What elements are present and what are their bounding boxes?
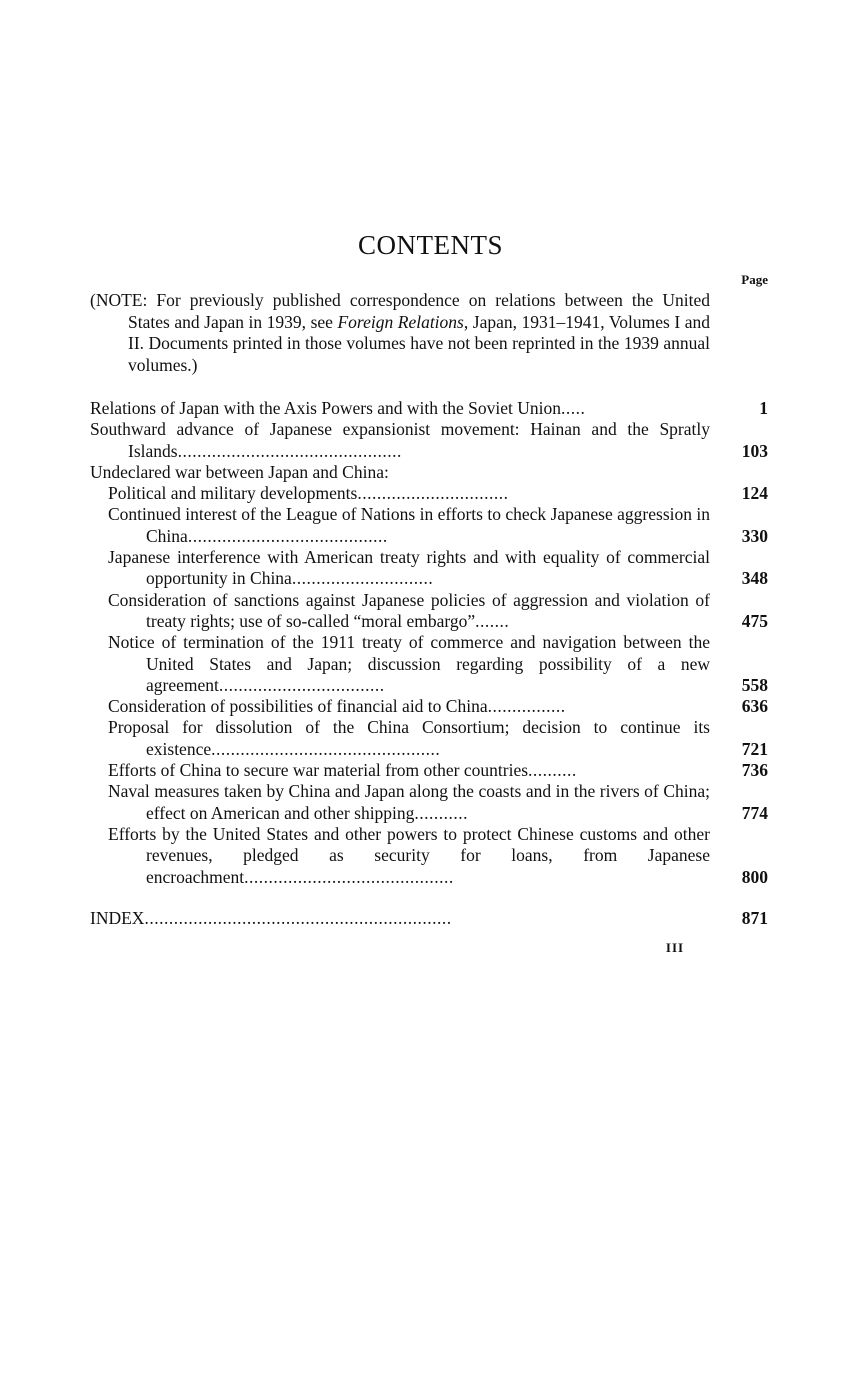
page-title: CONTENTS <box>358 230 503 260</box>
page-column-label: Page <box>741 272 768 287</box>
toc-section-heading-text: Undeclared war between Japan and China: <box>90 461 389 482</box>
toc-subentry[interactable] <box>90 483 768 504</box>
toc-page-number: 1 <box>759 398 768 418</box>
toc-entry[interactable] <box>90 398 768 419</box>
note-paragraph <box>90 290 710 376</box>
toc-entry-title: Consideration of possibilities of financial aid to China <box>108 696 488 717</box>
toc-page-number: 871 <box>741 907 768 928</box>
toc-entry-title: Proposal for dissolution of the China Consortium; decision to continue its existence <box>108 717 710 759</box>
toc-page-number: 348 <box>741 568 768 589</box>
toc-subentry[interactable] <box>90 824 768 888</box>
toc-leader-dots: ......................................... <box>187 525 388 546</box>
toc-entry-title: Relations of Japan with the Axis Powers and with the Soviet Union <box>90 398 561 418</box>
toc-section-heading <box>90 462 768 483</box>
toc-subentry[interactable] <box>90 504 768 547</box>
toc-entry[interactable] <box>90 419 768 462</box>
toc-page-number: 736 <box>741 760 768 781</box>
note-label: OTE <box>108 290 143 310</box>
toc-page-number: 124 <box>741 483 768 504</box>
editorial-note <box>90 290 710 376</box>
note-text-2: , Japan, 1931–1941, Volumes I and II. Documents printed in those volumes have not been reprinted in the 1939 annual volumes.) <box>128 311 710 375</box>
note-text-1: : For previously published correspondence on relations between the United States and Japan in 1939, see <box>128 290 710 332</box>
table-of-contents <box>90 398 768 929</box>
toc-page-number: 330 <box>741 525 768 546</box>
toc-leader-dots: ............................. <box>291 568 434 589</box>
toc-leader-dots: ..... <box>561 398 586 418</box>
toc-entry-title: Naval measures taken by China and Japan along the coasts and in the rivers of China; effect on American and other shipping <box>108 781 710 823</box>
toc-subentry[interactable] <box>90 781 768 824</box>
toc-leader-dots: .................................. <box>218 674 385 695</box>
toc-index-entry[interactable] <box>90 908 768 929</box>
toc-entry-title: Efforts by the United States and other powers to protect Chinese customs and other revenues, pledged as security for loans, from Japanese encroachment <box>108 823 710 887</box>
toc-page-number: 800 <box>741 866 768 887</box>
toc-leader-dots: .......... <box>528 760 577 781</box>
toc-entry-title: Consideration of sanctions against Japanese policies of aggression and violation of treaty rights; use of so-called “moral embargo” <box>108 589 710 631</box>
toc-entry-title: Southward advance of Japanese expansionist movement: Hainan and the Spratly Islands <box>90 419 710 461</box>
toc-leader-dots: ............................................... <box>211 738 441 759</box>
toc-leader-dots: .............................................. <box>177 440 402 461</box>
toc-page-number: 558 <box>741 674 768 695</box>
toc-leader-dots: ................ <box>487 696 566 717</box>
toc-page-number: 774 <box>741 802 768 823</box>
toc-entry-title: Continued interest of the League of Nations in efforts to check Japanese aggression in China <box>108 504 710 546</box>
toc-leader-dots: ............................... <box>357 483 509 504</box>
index-label: NDEX <box>95 907 145 928</box>
toc-subentry[interactable] <box>90 590 768 633</box>
index-initial: I <box>90 907 96 928</box>
toc-page-number: 636 <box>741 696 768 717</box>
toc-leader-dots: ........................................... <box>244 866 454 887</box>
folio-page-number: III <box>665 940 685 955</box>
toc-subentry[interactable] <box>90 547 768 590</box>
toc-leader-dots: ............................................................... <box>144 907 452 928</box>
toc-page-number: 103 <box>741 440 768 461</box>
spacer <box>90 888 768 908</box>
toc-entry-title: Japanese interference with American treaty rights and with equality of commercial opportunity in China <box>108 547 710 589</box>
toc-leader-dots: ....... <box>475 610 510 631</box>
toc-entry-title: Efforts of China to secure war material from other countries <box>108 760 529 781</box>
note-prefix: (N <box>90 290 109 310</box>
toc-subentry[interactable] <box>90 696 768 717</box>
toc-page-number: 475 <box>741 610 768 631</box>
toc-subentry[interactable] <box>90 632 768 696</box>
toc-entry-title: Notice of termination of the 1911 treaty of commerce and navigation between the United States and Japan; discussion regarding possibility of a new agreement <box>108 632 710 695</box>
toc-leader-dots: ........... <box>414 802 469 823</box>
toc-page-number: 721 <box>741 738 768 759</box>
toc-entry-title: Political and military developments <box>108 483 358 504</box>
toc-subentry[interactable] <box>90 717 768 760</box>
note-italic-title: Foreign Relations <box>337 311 464 332</box>
toc-subentry[interactable] <box>90 760 768 781</box>
